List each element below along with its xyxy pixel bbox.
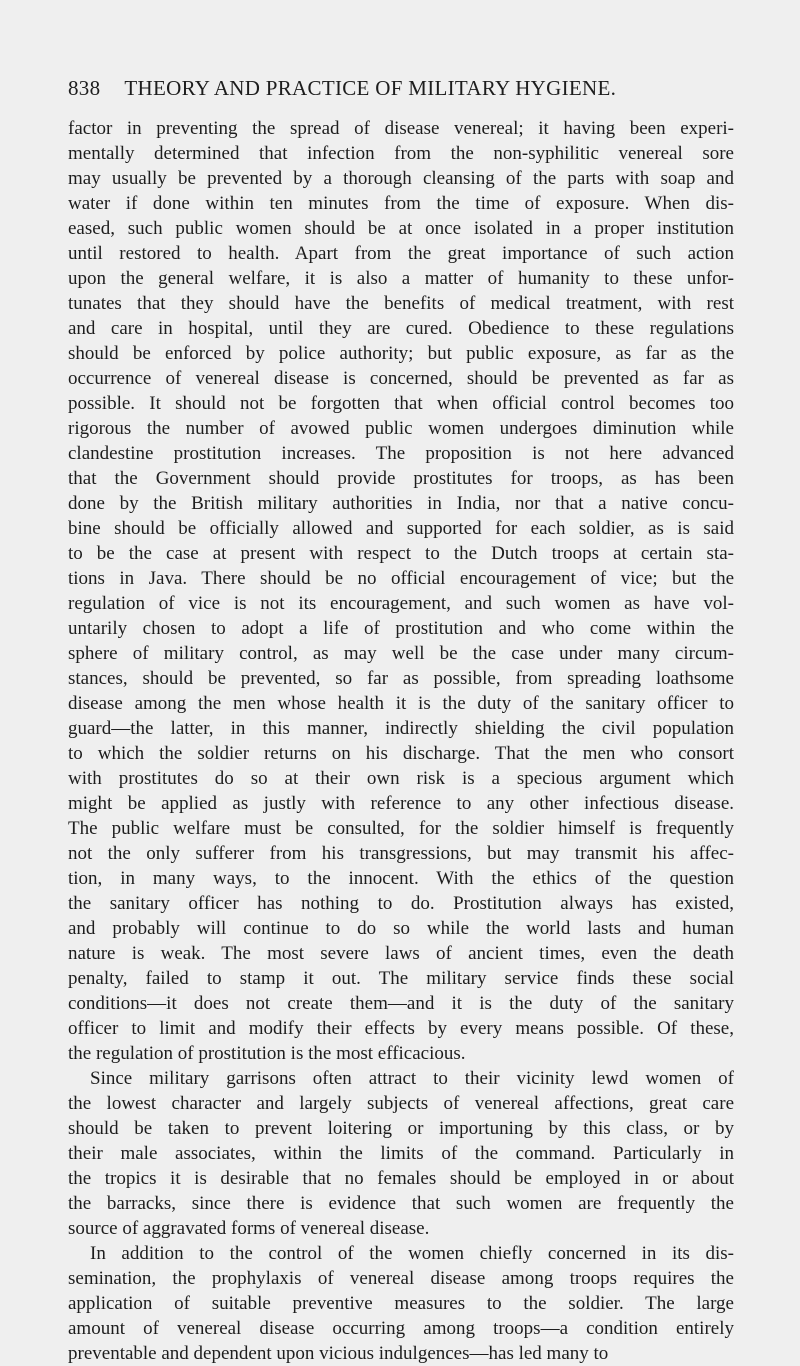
text-line: The public welfare must be consulted, for the soldier himself is frequently [68,818,734,839]
text-line: the regulation of prostitution is the most efficacious. [68,1043,466,1064]
text-line: application of suitable preventive measures to the soldier. The large [68,1293,734,1314]
text-line: with prostitutes do so at their own risk is a specious argument which [68,768,734,789]
text-line: to which the soldier returns on his discharge. That the men who consort [68,743,734,764]
text-line: should be enforced by police authority; but public exposure, as far as the [68,343,734,364]
text-line: might be applied as justly with reference to any other infectious disease. [68,793,734,814]
text-line: the tropics it is desirable that no females should be employed in or about [68,1168,734,1189]
text-line: the lowest character and largely subjects of venereal affections, great care [68,1093,734,1114]
text-line: the barracks, since there is evidence that such women are frequently the [68,1193,734,1214]
text-line: nature is weak. The most severe laws of ancient times, even the death [68,943,734,964]
text-line: to be the case at present with respect to the Dutch troops at certain sta- [68,543,734,564]
text-line: factor in preventing the spread of disease venereal; it having been experi- [68,118,734,139]
text-line: semination, the prophylaxis of venereal disease among troops requires the [68,1268,734,1289]
text-line: preventable and dependent upon vicious indulgences—has led many to [68,1343,609,1364]
paragraph [68,1241,734,1366]
header-title: THEORY AND PRACTICE OF MILITARY HYGIENE. [124,76,617,100]
text-line: and care in hospital, until they are cured. Obedience to these regulations [68,318,734,339]
text-line: penalty, failed to stamp it out. The military service finds these social [68,968,734,989]
text-line: mentally determined that infection from the non-syphilitic venereal sore [68,143,734,164]
text-line: eased, such public women should be at once isolated in a proper institution [68,218,734,239]
body-text [68,116,734,1366]
text-line: source of aggravated forms of venereal disease. [68,1218,430,1239]
text-line: Since military garrisons often attract to their vicinity lewd women of [90,1068,734,1089]
text-line: sphere of military control, as may well be the case under many circum- [68,643,734,664]
text-line: their male associates, within the limits of the command. Particularly in [68,1143,734,1164]
paragraph [68,1066,734,1241]
text-line: tion, in many ways, to the innocent. With the ethics of the question [68,868,734,889]
paragraph [68,116,734,1066]
text-line: water if done within ten minutes from the time of exposure. When dis- [68,193,734,214]
running-head [68,76,728,101]
text-line: guard—the latter, in this manner, indirectly shielding the civil population [68,718,734,739]
text-line: upon the general welfare, it is also a matter of humanity to these unfor- [68,268,734,289]
text-line: tions in Java. There should be no official encouragement of vice; but the [68,568,734,589]
text-line: In addition to the control of the women chiefly concerned in its dis- [90,1243,734,1264]
text-line: that the Government should provide prostitutes for troops, as has been [68,468,734,489]
text-line: until restored to health. Apart from the great importance of such action [68,243,734,264]
text-line: done by the British military authorities in India, nor that a native concu- [68,493,734,514]
text-line: disease among the men whose health it is the duty of the sanitary officer to [68,693,734,714]
text-line: occurrence of venereal disease is concerned, should be prevented as far as [68,368,734,389]
text-line: not the only sufferer from his transgressions, but may transmit his affec- [68,843,734,864]
text-line: tunates that they should have the benefits of medical treatment, with rest [68,293,734,314]
text-line: rigorous the number of avowed public women undergoes diminution while [68,418,734,439]
text-line: and probably will continue to do so while the world lasts and human [68,918,734,939]
text-line: the sanitary officer has nothing to do. Prostitution always has existed, [68,893,734,914]
text-line: stances, should be prevented, so far as possible, from spreading loathsome [68,668,734,689]
text-line: regulation of vice is not its encouragement, and such women as have vol- [68,593,734,614]
text-line: may usually be prevented by a thorough cleansing of the parts with soap and [68,168,734,189]
text-line: bine should be officially allowed and supported for each soldier, as is said [68,518,734,539]
text-line: conditions—it does not create them—and it is the duty of the sanitary [68,993,734,1014]
text-line: should be taken to prevent loitering or importuning by this class, or by [68,1118,734,1139]
text-line: possible. It should not be forgotten that when official control becomes too [68,393,734,414]
text-line: clandestine prostitution increases. The proposition is not here advanced [68,443,734,464]
page-number: 838 [68,76,101,100]
text-line: amount of venereal disease occurring among troops—a condition entirely [68,1318,734,1339]
text-line: untarily chosen to adopt a life of prostitution and who come within the [68,618,734,639]
text-line: officer to limit and modify their effects by every means possible. Of these, [68,1018,734,1039]
